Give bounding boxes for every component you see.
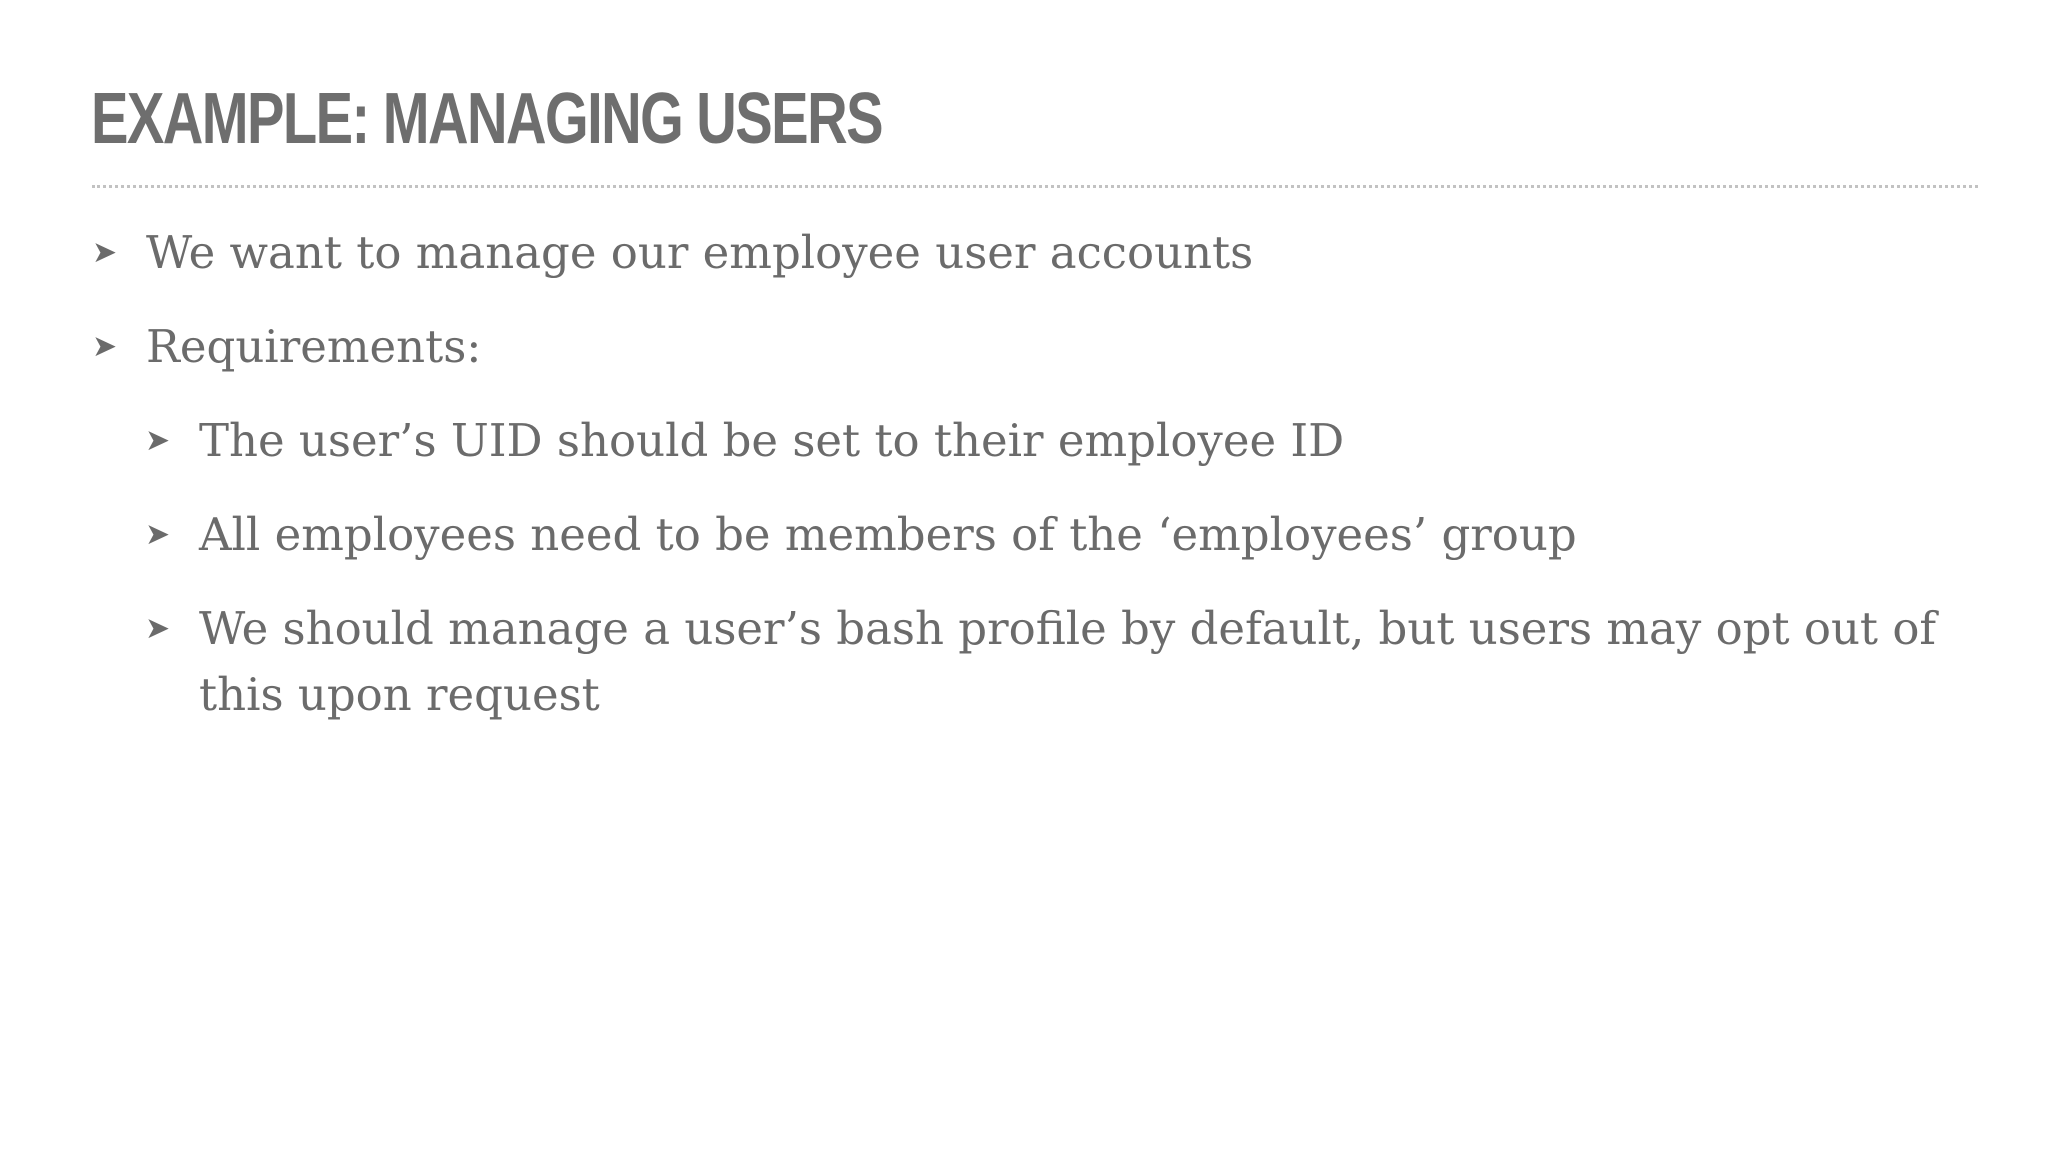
title-divider bbox=[92, 185, 1978, 188]
arrow-bullet-icon: ➤ bbox=[92, 235, 118, 270]
arrow-bullet-icon: ➤ bbox=[92, 329, 118, 364]
bullet-item bbox=[92, 314, 1892, 380]
bullet-text: All employees need to be members of the ‘employees’ group bbox=[199, 508, 1577, 561]
slide-title: EXAMPLE: MANAGING USERS bbox=[91, 79, 882, 159]
arrow-bullet-icon: ➤ bbox=[145, 611, 171, 646]
arrow-bullet-icon: ➤ bbox=[145, 423, 171, 458]
bullet-item bbox=[92, 220, 1892, 286]
arrow-bullet-icon: ➤ bbox=[145, 517, 171, 552]
bullet-text: We should manage a user’s bash profile by default, but users may opt out of this upon request bbox=[199, 602, 1937, 721]
bullet-text: The user’s UID should be set to their employee ID bbox=[199, 414, 1345, 467]
bullet-text: Requirements: bbox=[146, 320, 482, 373]
sub-bullet-item bbox=[145, 596, 1985, 728]
sub-bullet-item bbox=[145, 502, 1945, 568]
bullet-text: We want to manage our employee user accounts bbox=[146, 226, 1254, 279]
sub-bullet-item bbox=[145, 408, 1945, 474]
